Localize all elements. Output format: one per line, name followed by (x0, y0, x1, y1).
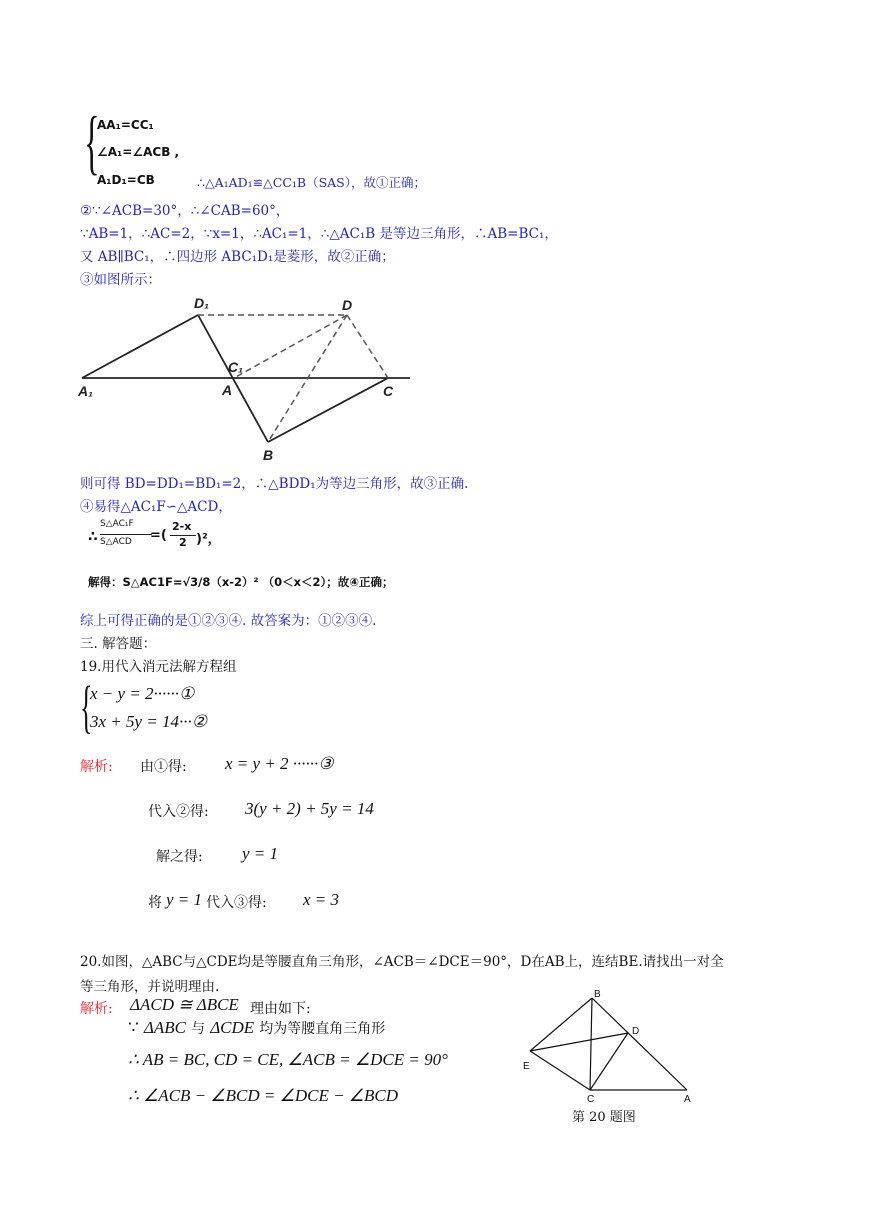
because-symbol: ∵ (128, 1018, 139, 1037)
q19-step2-expr: 3(y + 2) + 5y = 14 (245, 799, 374, 818)
because-triangle-cde: ΔCDE (210, 1018, 255, 1037)
sas-conclusion: ∴△A₁AD₁≌△CC₁B（SAS），故①正确； (197, 175, 426, 190)
q19-jiexi-label: 解析: (80, 759, 113, 775)
fig20-label-b: B (594, 989, 601, 1000)
ratio-therefore: ∴ (88, 529, 98, 545)
explain-line-4: ③如图所示： (80, 272, 161, 288)
label-c1: C₁ (228, 359, 244, 375)
q20-jiexi-label: 解析: (80, 1001, 113, 1017)
after-figure-line-1: 则可得 BD=DD₁=BD₁=2，∴△BDD₁为等边三角形，故③正确. (80, 476, 469, 492)
label-b: B (263, 447, 274, 463)
sas-brace: { (84, 102, 100, 182)
frac-denominator: 2 (179, 536, 187, 549)
explain-line-3: 又 AB∥BC₁，∴四边形 ABC₁D₁是菱形，故②正确； (80, 249, 395, 265)
q19-step1-label: 由①得: (140, 759, 187, 775)
frac-numerator: 2-x (172, 520, 192, 533)
label-c: C (383, 383, 394, 399)
q19-step1-expr: x = y + 2 ······③ (225, 754, 334, 773)
q19-step4-expr: x = 3 (303, 890, 340, 909)
after-figure-line-2: ④易得△AC₁F∽△ACD， (80, 499, 232, 515)
sas-line-2: ∠A₁=∠ACB , (97, 145, 180, 159)
segment-c-d (590, 1033, 628, 1090)
label-a1: A₁ (78, 383, 94, 399)
q20-figure-caption: 第 20 题图 (572, 1110, 636, 1125)
segment-e-d (530, 1033, 628, 1051)
q20-triangle-figure (520, 985, 700, 1105)
rhombus-figure (70, 290, 420, 465)
because-triangle-abc: ΔABC (143, 1018, 187, 1037)
segment-a1-d1 (82, 315, 198, 378)
segment-b-c (268, 378, 388, 442)
q19-brace: { (80, 674, 93, 739)
label-d: D (342, 297, 353, 313)
q20-therefore-1: ∴ AB = BC, CD = CE, ∠ACB = ∠DCE = 90° (128, 1050, 448, 1069)
ratio-bar (100, 534, 152, 535)
because-and: 与 (191, 1021, 206, 1037)
fig20-label-e: E (523, 1061, 530, 1072)
segment-b-c (590, 998, 592, 1090)
sas-line-1: AA₁=CC₁ (97, 118, 154, 132)
fig20-label-d: D (632, 1026, 640, 1037)
sas-line-3: A₁D₁=CB (97, 173, 155, 187)
q19-step3-label: 解之得: (156, 849, 203, 865)
q19-step4-label-b: y = 1 (166, 890, 203, 909)
ratio-end: )²， (196, 532, 221, 547)
q19-equation-2: 3x + 5y = 14···② (90, 712, 208, 731)
q19-step4-label-c: 代入③得: (206, 895, 267, 911)
label-a: A (222, 382, 233, 398)
q20-because-line (128, 1018, 385, 1038)
ratio-numerator: S△AC₁F (100, 519, 134, 529)
summary-line: 综上可得正确的是①②③④. 故答案为：①②③④. (80, 613, 377, 629)
q20-text-line-1: 20.如图，△ABC与△CDE均是等腰直角三角形，∠ACB＝∠DCE＝90°，D在AB上，连结BE.请找出一对全 (80, 954, 724, 970)
q19-title: 19.用代入消元法解方程组 (80, 659, 237, 675)
q19-step2-label: 代入②得: (148, 804, 209, 820)
solve-line: 解得：S△AC1F=√3/8（x-2）² （0＜x＜2）；故④正确； (88, 575, 394, 589)
because-text: 均为等腰直角三角形 (259, 1021, 386, 1037)
q19-step4-label-a: 将 (148, 895, 162, 911)
segment-e-c (530, 1051, 590, 1090)
q20-therefore-2: ∴ ∠ACB − ∠BCD = ∠DCE − ∠BCD (128, 1086, 399, 1105)
section-heading: 三. 解答题： (80, 636, 157, 652)
q19-step3-expr: y = 1 (242, 844, 279, 863)
q19-equation-1: x − y = 2······① (90, 684, 195, 703)
fig20-label-a: A (684, 1094, 691, 1105)
explain-line-1: ②∵∠ACB=30°，∴∠CAB=60°， (80, 203, 290, 219)
ratio-denominator: S△ACD (100, 537, 132, 547)
ratio-equals: =( (150, 528, 167, 543)
label-d1: D₁ (194, 295, 210, 311)
dashed-d-a (234, 315, 347, 378)
q20-claim-reason: 理由如下: (250, 1001, 311, 1017)
q20-claim: ΔACD ≅ ΔBCE (130, 995, 239, 1014)
dashed-d-c (347, 315, 388, 378)
segment-b-a (592, 998, 687, 1090)
segment-e-b (530, 998, 592, 1051)
fig20-label-c: C (587, 1094, 595, 1105)
q20-text-line-2: 等三角形，并说明理由. (80, 979, 220, 995)
explain-line-2: ∵AB=1，∴AC=2，∵x=1，∴AC₁=1，∴△AC₁B 是等边三角形，∴AB=BC₁， (80, 226, 558, 242)
